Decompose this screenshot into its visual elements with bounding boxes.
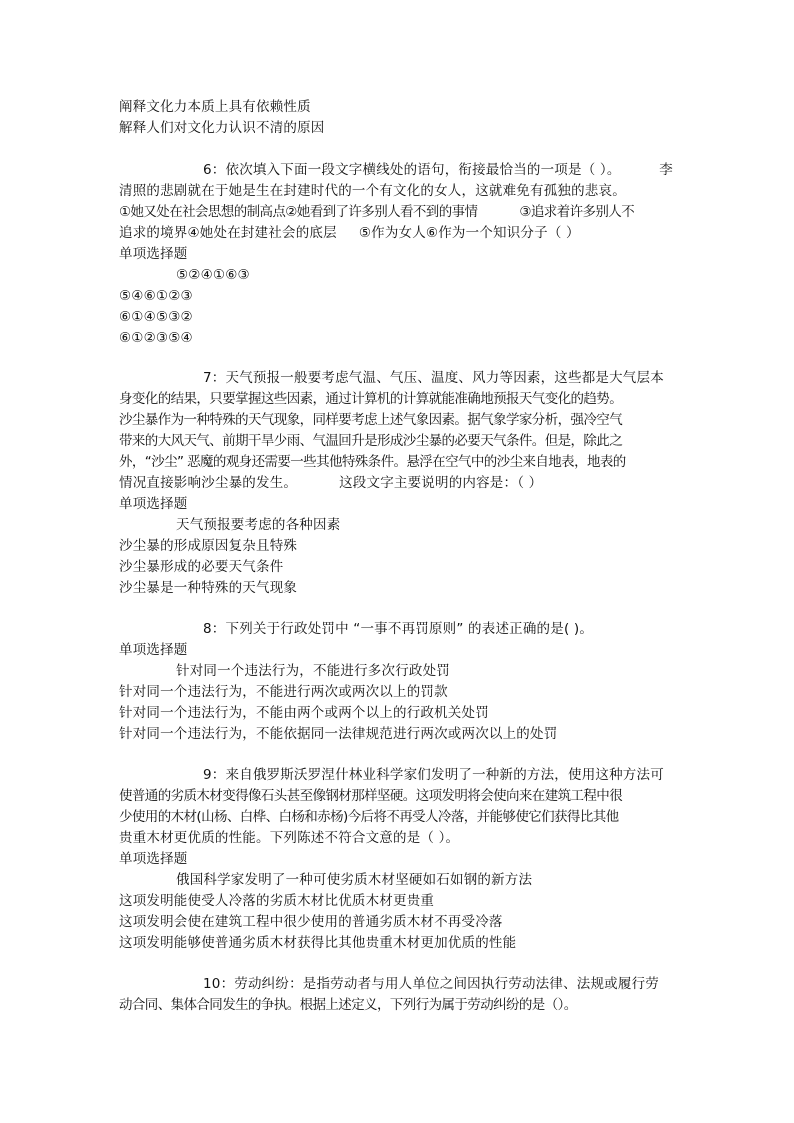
q7-stem-line-2: 身变化的结果，只要掌握这些因素，通过计算机的计算就能准确地预报天气变化的趋势。 bbox=[119, 391, 623, 407]
q9-stem-line-3: 少使用的木材(山杨、白桦、白杨和赤杨)今后将不再受人冷落，并能够使它们获得比其他 bbox=[119, 809, 619, 825]
q7-type-label: 单项选择题 bbox=[119, 496, 188, 512]
q7-question: 这段文字主要说明的内容是：（ ） bbox=[339, 475, 543, 491]
q6-stem-line-2: 清照的悲剧就在于她是生在封建时代的一个有文化的女人，这就难免有孤独的悲哀。 bbox=[119, 183, 626, 199]
q6-option-d[interactable]: ⑥①②③⑤④ bbox=[119, 330, 193, 346]
prev-option-4: 解释人们对文化力认识不清的原因 bbox=[119, 120, 325, 136]
q10-stem-line-2: 动合同、集体合同发生的争执。根据上述定义，下列行为属于劳动纠纷的是（）。 bbox=[119, 997, 577, 1013]
q6-option-c[interactable]: ⑥①④⑤③② bbox=[119, 309, 193, 325]
q9-option-c[interactable]: 这项发明会使在建筑工程中很少使用的普通劣质木材不再受冷落 bbox=[119, 914, 503, 930]
q6-stem-tail: 李 bbox=[659, 162, 673, 178]
q6-stem-text: 6：依次填入下面一段文字横线处的语句，衔接最恰当的一项是（ ）。 bbox=[203, 162, 621, 178]
q6-type-label: 单项选择题 bbox=[119, 246, 188, 262]
q6-stem-line-1 bbox=[203, 160, 673, 180]
q8-type-label: 单项选择题 bbox=[119, 642, 188, 658]
q7-stem-line-5: 外，“沙尘” 恶魔的观身还需要一些其他特殊条件。悬浮在空气中的沙尘来自地表，地表的 bbox=[119, 454, 626, 470]
q8-option-c[interactable]: 针对同一个违法行为，不能由两个或两个以上的行政机关处罚 bbox=[119, 705, 489, 721]
q8-option-b[interactable]: 针对同一个违法行为，不能进行两次或两次以上的罚款 bbox=[119, 684, 448, 700]
q7-option-d[interactable]: 沙尘暴是一种特殊的天气现象 bbox=[119, 580, 298, 596]
q9-stem-line-2: 使普通的劣质木材变得像石头甚至像钢材那样坚硬。这项发明将会使向来在建筑工程中很 bbox=[119, 788, 623, 804]
q6-stem-line-4 bbox=[119, 223, 580, 243]
q9-stem-line-1: 9：来自俄罗斯沃罗涅什林业科学家们发明了一种新的方法，使用这种方法可 bbox=[203, 767, 664, 783]
q6-stem-line-3 bbox=[119, 202, 634, 222]
q6-choices-a: ①她又处在社会思想的制高点②她看到了许多别人看不到的事情 bbox=[119, 204, 478, 220]
q10-stem-line-1: 10：劳动纠纷：是指劳动者与用人单位之间因执行劳动法律、法规或履行劳 bbox=[203, 976, 659, 992]
q8-stem-line-1: 8：下列关于行政处罚中 “一事不再罚原则” 的表述正确的是( )。 bbox=[203, 621, 594, 637]
q7-stem-line-3: 沙尘暴作为一种特殊的天气现象，同样要考虑上述气象因素。据气象学家分析，强冷空气 bbox=[119, 412, 623, 428]
q6-choices-d: ⑤作为女人⑥作为一个知识分子（ ） bbox=[358, 225, 580, 241]
q9-type-label: 单项选择题 bbox=[119, 851, 188, 867]
q9-option-a[interactable]: 俄国科学家发明了一种可使劣质木材坚硬如石如钢的新方法 bbox=[176, 872, 533, 888]
q7-option-c[interactable]: 沙尘暴形成的必要天气条件 bbox=[119, 559, 284, 575]
q6-option-a[interactable]: ⑤②④①⑥③ bbox=[176, 267, 250, 283]
q8-option-d[interactable]: 针对同一个违法行为，不能依据同一法律规范进行两次或两次以上的处罚 bbox=[119, 726, 558, 742]
q7-stem-end: 情况直接影响沙尘暴的发生。 bbox=[119, 475, 298, 491]
q8-option-a[interactable]: 针对同一个违法行为，不能进行多次行政处罚 bbox=[176, 663, 450, 679]
q7-option-a[interactable]: 天气预报要考虑的各种因素 bbox=[176, 517, 341, 533]
q9-stem-line-4: 贵重木材更优质的性能。下列陈述不符合文意的是（ ）。 bbox=[119, 830, 460, 846]
q7-stem-line-4: 带来的大风天气、前期干旱少雨、气温回升是形成沙尘暴的必要天气条件。但是，除此之 bbox=[119, 433, 623, 449]
q6-choices-c: 追求的境界④她处在封建社会的底层 bbox=[119, 225, 337, 241]
q7-stem-line-6 bbox=[119, 473, 542, 493]
q7-stem-line-1: 7：天气预报一般要考虑气温、气压、温度、风力等因素，这些都是大气层本 bbox=[203, 370, 664, 386]
q6-choices-b: ③追求着许多别人不 bbox=[519, 204, 635, 220]
prev-option-3: 阐释文化力本质上具有依赖性质 bbox=[119, 99, 311, 115]
q9-option-b[interactable]: 这项发明能使受人冷落的劣质木材比优质木材更贵重 bbox=[119, 893, 435, 909]
q9-option-d[interactable]: 这项发明能够使普通劣质木材获得比其他贵重木材更加优质的性能 bbox=[119, 935, 517, 951]
q7-option-b[interactable]: 沙尘暴的形成原因复杂且特殊 bbox=[119, 538, 298, 554]
q6-option-b[interactable]: ⑤④⑥①②③ bbox=[119, 288, 193, 304]
